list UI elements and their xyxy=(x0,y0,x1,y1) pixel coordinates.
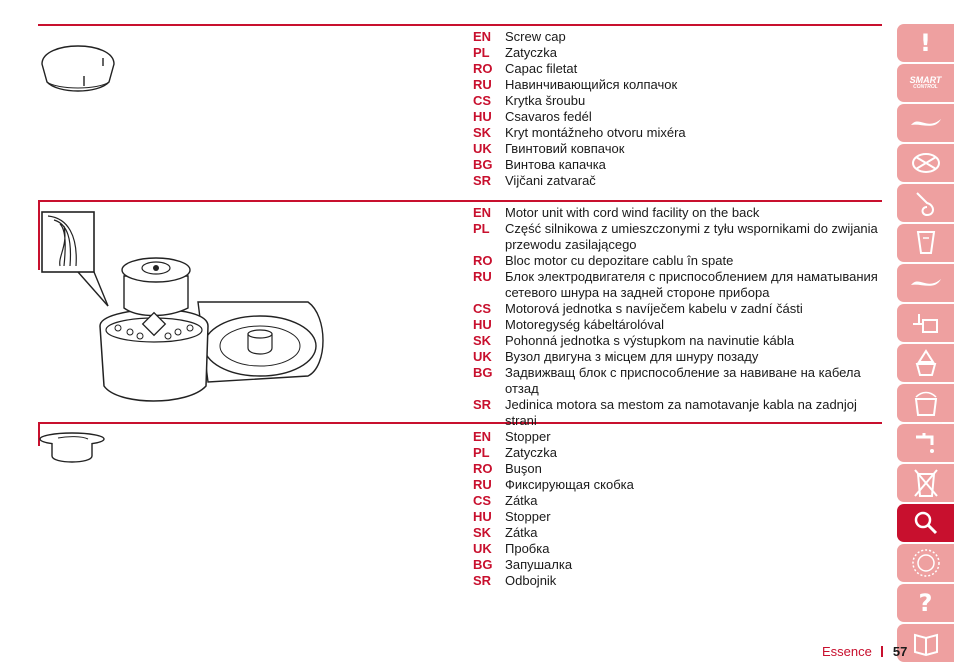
stopper-labels xyxy=(473,429,883,589)
translation-row-ro xyxy=(473,61,883,77)
translation-row-sk xyxy=(473,525,883,541)
page-footer xyxy=(822,644,907,659)
disposal-bin-icon xyxy=(913,468,939,498)
sidebar-tab-press-attachment[interactable] xyxy=(897,304,954,342)
part-name: Pohonná jednotka s výstupkom na navinutie kábla xyxy=(505,333,795,348)
section-divider-top xyxy=(38,24,882,26)
part-name: Stopper xyxy=(505,509,551,524)
translation-row-ro xyxy=(473,253,883,269)
language-code: HU xyxy=(473,509,492,524)
sidebar-tab-blender-jug[interactable] xyxy=(897,224,954,262)
part-name: Motorová jednotka s navíječem kabelu v zadní části xyxy=(505,301,803,316)
product-name: Essence xyxy=(822,644,872,659)
part-name: Buşon xyxy=(505,461,542,476)
translation-row-bg xyxy=(473,557,883,573)
part-name: Część silnikowa z umieszczonymi z tyłu wspornikami do zwijania przewodu zasilającego xyxy=(505,221,878,252)
chapter-sidebar xyxy=(897,24,954,664)
mixing-blade-icon xyxy=(909,113,943,133)
sidebar-tab-smart-control[interactable] xyxy=(897,64,954,102)
question-icon: ? xyxy=(918,589,933,617)
part-name: Пробка xyxy=(505,541,550,556)
part-name: Запушалка xyxy=(505,557,573,572)
part-name: Zátka xyxy=(505,493,538,508)
guarantee-seal-icon xyxy=(911,548,941,578)
translation-row-pl xyxy=(473,445,883,461)
part-name: Zatyczka xyxy=(505,445,558,460)
smart-control-icon xyxy=(910,76,942,90)
part-name: Odbojnik xyxy=(505,573,557,588)
language-code: EN xyxy=(473,205,492,220)
whisk-disc-icon xyxy=(911,151,941,175)
sidebar-tab-exclamation[interactable] xyxy=(897,24,954,62)
language-code: SK xyxy=(473,525,492,540)
part-name: Zátka xyxy=(505,525,538,540)
language-code: CS xyxy=(473,301,492,316)
language-code: EN xyxy=(473,429,492,444)
sidebar-tab-storage-box[interactable] xyxy=(897,384,954,422)
language-code: RU xyxy=(473,77,492,92)
translation-row-sk xyxy=(473,333,883,349)
search-icon xyxy=(913,510,939,536)
smart-logo-text: SMART xyxy=(909,75,942,85)
translation-row-ru xyxy=(473,477,883,493)
language-code: BG xyxy=(473,365,493,380)
part-name: Kryt montážneho otvoru mixéra xyxy=(505,125,686,140)
language-code: CS xyxy=(473,493,492,508)
language-code: HU xyxy=(473,317,492,332)
part-name: Zatyczka xyxy=(505,45,558,60)
part-name: Motoregység kábeltárolóval xyxy=(505,317,664,332)
part-name: Bloc motor cu depozitare cablu în spate xyxy=(505,253,734,268)
exclamation-icon: ! xyxy=(920,29,931,57)
language-code: SR xyxy=(473,573,492,588)
language-code: SR xyxy=(473,397,492,412)
screw-cap-illustration xyxy=(38,30,118,96)
translation-row-bg xyxy=(473,365,883,397)
translation-row-hu xyxy=(473,509,883,525)
part-name: Гвинтовий ковпачок xyxy=(505,141,625,156)
part-name: Csavaros fedél xyxy=(505,109,592,124)
sidebar-tab-dough-hook[interactable] xyxy=(897,184,954,222)
language-code: PL xyxy=(473,221,490,236)
part-name: Блок электродвигателя с приспособлением для наматывания сетевого шнура на задней стороне прибора xyxy=(505,269,878,300)
part-name: Vijčani zatvarač xyxy=(505,173,596,188)
language-code: RU xyxy=(473,269,492,284)
language-code: PL xyxy=(473,445,490,460)
translation-row-cs xyxy=(473,493,883,509)
sidebar-tab-guarantee-seal[interactable] xyxy=(897,544,954,582)
translation-row-ru xyxy=(473,77,883,93)
citrus-press-icon xyxy=(913,348,939,378)
sidebar-tab-citrus-press[interactable] xyxy=(897,344,954,382)
dough-hook-icon xyxy=(913,189,939,217)
part-name: Навинчивающийся колпачок xyxy=(505,77,678,92)
translation-row-sr xyxy=(473,173,883,189)
translation-row-ru xyxy=(473,269,883,301)
language-code: PL xyxy=(473,45,490,60)
translation-row-uk xyxy=(473,541,883,557)
language-code: UK xyxy=(473,541,492,556)
language-code: RO xyxy=(473,253,493,268)
blender-jug-icon xyxy=(915,229,937,257)
language-code: CS xyxy=(473,93,492,108)
language-code: BG xyxy=(473,557,493,572)
part-name: Stopper xyxy=(505,429,551,444)
footer-separator xyxy=(881,646,883,657)
translation-row-hu xyxy=(473,317,883,333)
part-name: Вузол двигуна з місцем для шнуру позаду xyxy=(505,349,759,364)
language-code: UK xyxy=(473,141,492,156)
motor-unit-labels xyxy=(473,205,883,429)
language-code: RO xyxy=(473,61,493,76)
recipe-book-icon xyxy=(912,630,940,656)
language-code: HU xyxy=(473,109,492,124)
translation-row-en xyxy=(473,429,883,445)
part-name: Motor unit with cord wind facility on the back xyxy=(505,205,760,220)
language-code: RO xyxy=(473,461,493,476)
tap-cleaning-icon xyxy=(912,429,940,457)
control-logo-text: CONTROL xyxy=(913,84,938,90)
language-code: SK xyxy=(473,333,492,348)
translation-row-en xyxy=(473,29,883,45)
translation-row-bg xyxy=(473,157,883,173)
sidebar-tab-whisk-disc[interactable] xyxy=(897,144,954,182)
translation-row-uk xyxy=(473,349,883,365)
sidebar-tab-question[interactable] xyxy=(897,584,954,622)
motor-unit-illustration xyxy=(38,206,328,412)
translation-row-cs xyxy=(473,93,883,109)
language-code: RU xyxy=(473,477,492,492)
translation-row-sr xyxy=(473,573,883,589)
page-number: 57 xyxy=(892,644,908,659)
sidebar-tab-search[interactable] xyxy=(897,504,954,542)
part-name: Krytka šroubu xyxy=(505,93,586,108)
translation-row-ro xyxy=(473,461,883,477)
press-attachment-icon xyxy=(911,310,941,336)
part-name: Jedinica motora sa mestom za namotavanje kabla na zadnjoj strani xyxy=(505,397,857,428)
section-divider-middle xyxy=(38,200,882,202)
translation-row-uk xyxy=(473,141,883,157)
translation-row-pl xyxy=(473,45,883,61)
part-name: Задвижващ блок с приспособление за навиване на кабела отзад xyxy=(505,365,861,396)
translation-row-en xyxy=(473,205,883,221)
language-code: BG xyxy=(473,157,493,172)
language-code: EN xyxy=(473,29,492,44)
sidebar-tab-emulsifying-blade[interactable] xyxy=(897,264,954,302)
translation-row-sr xyxy=(473,397,883,429)
part-name: Винтова капачка xyxy=(505,157,606,172)
language-code: UK xyxy=(473,349,492,364)
part-name: Фиксирующая скобка xyxy=(505,477,634,492)
sidebar-tab-mixing-blade[interactable] xyxy=(897,104,954,142)
language-code: SK xyxy=(473,125,492,140)
stopper-illustration xyxy=(38,430,108,466)
sidebar-tab-tap-cleaning[interactable] xyxy=(897,424,954,462)
translation-row-hu xyxy=(473,109,883,125)
storage-box-icon xyxy=(912,389,940,417)
translation-row-sk xyxy=(473,125,883,141)
translation-row-pl xyxy=(473,221,883,253)
sidebar-tab-disposal-bin[interactable] xyxy=(897,464,954,502)
screw-cap-labels xyxy=(473,29,883,189)
translation-row-cs xyxy=(473,301,883,317)
emulsifying-blade-icon xyxy=(909,273,943,293)
part-name: Screw cap xyxy=(505,29,566,44)
part-name: Capac filetat xyxy=(505,61,578,76)
language-code: SR xyxy=(473,173,492,188)
